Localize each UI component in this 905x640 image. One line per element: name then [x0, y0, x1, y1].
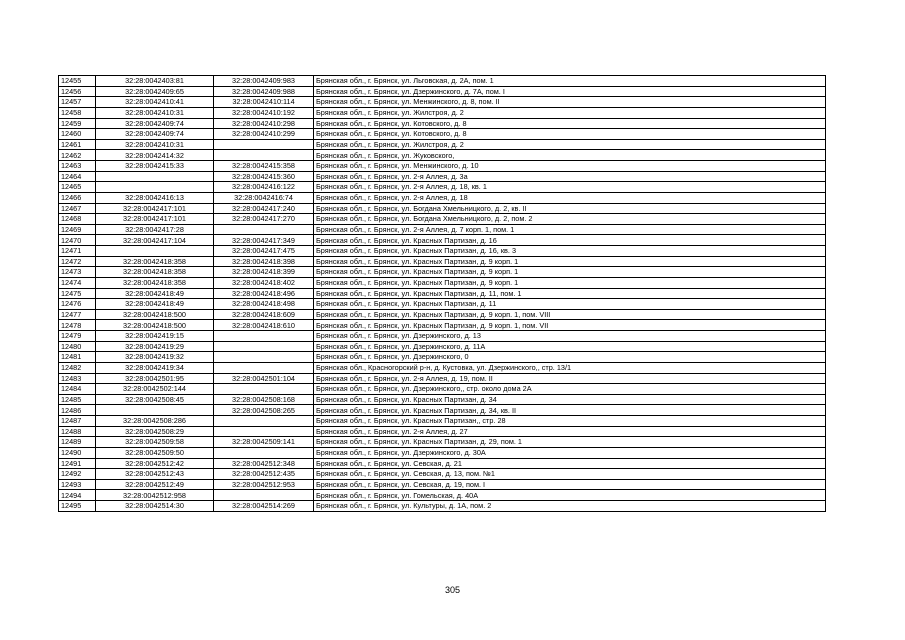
row-number-cell: 12484 [59, 384, 96, 395]
object-cadastral-number-cell [214, 331, 314, 342]
address-cell: Брянская обл., г. Брянск, ул. Жилстроя, д. 2 [314, 107, 826, 118]
object-cadastral-number-cell: 32:28:0042409:988 [214, 86, 314, 97]
address-cell: Брянская обл., г. Брянск, ул. Дзержинского, д. 30А [314, 447, 826, 458]
property-registry-table [58, 75, 826, 512]
parcel-cadastral-number-cell: 32:28:0042403:81 [96, 76, 214, 87]
parcel-cadastral-number-cell: 32:28:0042414:32 [96, 150, 214, 161]
object-cadastral-number-cell [214, 490, 314, 501]
table-row [59, 437, 826, 448]
row-number-cell: 12474 [59, 277, 96, 288]
parcel-cadastral-number-cell: 32:28:0042419:34 [96, 362, 214, 373]
object-cadastral-number-cell: 32:28:0042409:983 [214, 76, 314, 87]
address-cell: Брянская обл., г. Брянск, ул. Севская, д. 13, пом. №1 [314, 469, 826, 480]
address-cell: Брянская обл., г. Брянск, ул. 2-я Аллея, д. 18 [314, 192, 826, 203]
address-cell: Брянская обл., г. Брянск, ул. Богдана Хмельницкого, д. 2, кв. II [314, 203, 826, 214]
parcel-cadastral-number-cell [96, 171, 214, 182]
table-row [59, 384, 826, 395]
table-row [59, 362, 826, 373]
address-cell: Брянская обл., Красногорский р-н, д. Кустовка, ул. Дзержинского,, стр. 13/1 [314, 362, 826, 373]
row-number-cell: 12489 [59, 437, 96, 448]
object-cadastral-number-cell: 32:28:0042410:192 [214, 107, 314, 118]
row-number-cell: 12480 [59, 341, 96, 352]
row-number-cell: 12492 [59, 469, 96, 480]
address-cell: Брянская обл., г. Брянск, ул. Красных Партизан, д. 9 корп. 1, пом. VII [314, 320, 826, 331]
address-cell: Брянская обл., г. Брянск, ул. Красных Партизан, д. 11, пом. 1 [314, 288, 826, 299]
object-cadastral-number-cell [214, 416, 314, 427]
table-row [59, 320, 826, 331]
row-number-cell: 12468 [59, 214, 96, 225]
row-number-cell: 12472 [59, 256, 96, 267]
row-number-cell: 12456 [59, 86, 96, 97]
parcel-cadastral-number-cell: 32:28:0042418:49 [96, 299, 214, 310]
parcel-cadastral-number-cell: 32:28:0042417:104 [96, 235, 214, 246]
object-cadastral-number-cell: 32:28:0042410:114 [214, 97, 314, 108]
parcel-cadastral-number-cell: 32:28:0042509:50 [96, 447, 214, 458]
object-cadastral-number-cell: 32:28:0042501:104 [214, 373, 314, 384]
object-cadastral-number-cell: 32:28:0042415:360 [214, 171, 314, 182]
row-number-cell: 12457 [59, 97, 96, 108]
object-cadastral-number-cell: 32:28:0042418:398 [214, 256, 314, 267]
object-cadastral-number-cell: 32:28:0042417:475 [214, 246, 314, 257]
table-row [59, 405, 826, 416]
parcel-cadastral-number-cell: 32:28:0042514:30 [96, 501, 214, 512]
object-cadastral-number-cell [214, 426, 314, 437]
row-number-cell: 12476 [59, 299, 96, 310]
object-cadastral-number-cell: 32:28:0042416:122 [214, 182, 314, 193]
parcel-cadastral-number-cell: 32:28:0042410:31 [96, 139, 214, 150]
address-cell: Брянская обл., г. Брянск, ул. 2-я Аллея, д. 7 корп. 1, пом. 1 [314, 224, 826, 235]
parcel-cadastral-number-cell [96, 246, 214, 257]
parcel-cadastral-number-cell: 32:28:0042419:29 [96, 341, 214, 352]
object-cadastral-number-cell: 32:28:0042509:141 [214, 437, 314, 448]
address-cell: Брянская обл., г. Брянск, ул. Красных Партизан,, стр. 28 [314, 416, 826, 427]
parcel-cadastral-number-cell: 32:28:0042508:29 [96, 426, 214, 437]
object-cadastral-number-cell [214, 150, 314, 161]
object-cadastral-number-cell: 32:28:0042417:349 [214, 235, 314, 246]
parcel-cadastral-number-cell: 32:28:0042418:500 [96, 320, 214, 331]
parcel-cadastral-number-cell: 32:28:0042416:13 [96, 192, 214, 203]
row-number-cell: 12493 [59, 479, 96, 490]
table-row [59, 182, 826, 193]
table-row [59, 246, 826, 257]
table-row [59, 267, 826, 278]
address-cell: Брянская обл., г. Брянск, ул. Дзержинского, д. 11А [314, 341, 826, 352]
table-row [59, 224, 826, 235]
object-cadastral-number-cell [214, 224, 314, 235]
object-cadastral-number-cell: 32:28:0042508:168 [214, 394, 314, 405]
parcel-cadastral-number-cell: 32:28:0042509:58 [96, 437, 214, 448]
object-cadastral-number-cell: 32:28:0042418:402 [214, 277, 314, 288]
parcel-cadastral-number-cell: 32:28:0042418:500 [96, 309, 214, 320]
table-row [59, 501, 826, 512]
parcel-cadastral-number-cell: 32:28:0042418:358 [96, 267, 214, 278]
row-number-cell: 12462 [59, 150, 96, 161]
row-number-cell: 12478 [59, 320, 96, 331]
parcel-cadastral-number-cell [96, 182, 214, 193]
table-row [59, 118, 826, 129]
address-cell: Брянская обл., г. Брянск, ул. Богдана Хмельницкого, д. 2, пом. 2 [314, 214, 826, 225]
object-cadastral-number-cell: 32:28:0042418:610 [214, 320, 314, 331]
row-number-cell: 12470 [59, 235, 96, 246]
row-number-cell: 12469 [59, 224, 96, 235]
address-cell: Брянская обл., г. Брянск, ул. Культуры, д. 1А, пом. 2 [314, 501, 826, 512]
row-number-cell: 12467 [59, 203, 96, 214]
parcel-cadastral-number-cell: 32:28:0042409:74 [96, 129, 214, 140]
table-row [59, 129, 826, 140]
object-cadastral-number-cell: 32:28:0042410:298 [214, 118, 314, 129]
table-row [59, 458, 826, 469]
address-cell: Брянская обл., г. Брянск, ул. Жилстроя, д. 2 [314, 139, 826, 150]
parcel-cadastral-number-cell: 32:28:0042419:15 [96, 331, 214, 342]
object-cadastral-number-cell: 32:28:0042417:270 [214, 214, 314, 225]
object-cadastral-number-cell: 32:28:0042512:435 [214, 469, 314, 480]
table-row [59, 479, 826, 490]
table-row [59, 161, 826, 172]
address-cell: Брянская обл., г. Брянск, ул. Севская, д. 19, пом. I [314, 479, 826, 490]
table-row [59, 331, 826, 342]
parcel-cadastral-number-cell: 32:28:0042417:101 [96, 214, 214, 225]
parcel-cadastral-number-cell: 32:28:0042415:33 [96, 161, 214, 172]
table-row [59, 76, 826, 87]
address-cell: Брянская обл., г. Брянск, ул. Котовского, д. 8 [314, 118, 826, 129]
object-cadastral-number-cell [214, 352, 314, 363]
table-row [59, 426, 826, 437]
parcel-cadastral-number-cell: 32:28:0042409:74 [96, 118, 214, 129]
object-cadastral-number-cell: 32:28:0042512:953 [214, 479, 314, 490]
table-row [59, 352, 826, 363]
table-row [59, 490, 826, 501]
row-number-cell: 12490 [59, 447, 96, 458]
table-row [59, 171, 826, 182]
row-number-cell: 12485 [59, 394, 96, 405]
row-number-cell: 12488 [59, 426, 96, 437]
parcel-cadastral-number-cell: 32:28:0042418:358 [96, 256, 214, 267]
table-row [59, 86, 826, 97]
address-cell: Брянская обл., г. Брянск, ул. Севская, д. 21 [314, 458, 826, 469]
object-cadastral-number-cell: 32:28:0042418:609 [214, 309, 314, 320]
table-row [59, 150, 826, 161]
address-cell: Брянская обл., г. Брянск, ул. Красных Партизан, д. 9 корп. 1 [314, 256, 826, 267]
row-number-cell: 12479 [59, 331, 96, 342]
parcel-cadastral-number-cell: 32:28:0042512:43 [96, 469, 214, 480]
address-cell: Брянская обл., г. Брянск, ул. Котовского, д. 8 [314, 129, 826, 140]
object-cadastral-number-cell: 32:28:0042512:348 [214, 458, 314, 469]
address-cell: Брянская обл., г. Брянск, ул. Красных Партизан, д. 9 корп. 1 [314, 277, 826, 288]
object-cadastral-number-cell: 32:28:0042416:74 [214, 192, 314, 203]
row-number-cell: 12455 [59, 76, 96, 87]
row-number-cell: 12477 [59, 309, 96, 320]
object-cadastral-number-cell: 32:28:0042514:269 [214, 501, 314, 512]
address-cell: Брянская обл., г. Брянск, ул. Красных Партизан, д. 16 [314, 235, 826, 246]
address-cell: Брянская обл., г. Брянск, ул. Красных Партизан, д. 34 [314, 394, 826, 405]
table-row [59, 288, 826, 299]
parcel-cadastral-number-cell: 32:28:0042410:41 [96, 97, 214, 108]
address-cell: Брянская обл., г. Брянск, ул. 2-я Аллея, д. 3а [314, 171, 826, 182]
row-number-cell: 12471 [59, 246, 96, 257]
address-cell: Брянская обл., г. Брянск, ул. Красных Партизан, д. 9 корп. 1 [314, 267, 826, 278]
address-cell: Брянская обл., г. Брянск, ул. Дзержинского, д. 7А, пом. I [314, 86, 826, 97]
address-cell: Брянская обл., г. Брянск, ул. Красных Партизан, д. 34, кв. II [314, 405, 826, 416]
row-number-cell: 12481 [59, 352, 96, 363]
table-row [59, 373, 826, 384]
address-cell: Брянская обл., г. Брянск, ул. Дзержинского, д. 13 [314, 331, 826, 342]
row-number-cell: 12494 [59, 490, 96, 501]
table-row [59, 447, 826, 458]
parcel-cadastral-number-cell: 32:28:0042501:95 [96, 373, 214, 384]
row-number-cell: 12483 [59, 373, 96, 384]
parcel-cadastral-number-cell: 32:28:0042410:31 [96, 107, 214, 118]
object-cadastral-number-cell [214, 362, 314, 373]
page-number: 305 [444, 585, 461, 595]
address-cell: Брянская обл., г. Брянск, ул. Менжинского, д. 8, пом. II [314, 97, 826, 108]
row-number-cell: 12491 [59, 458, 96, 469]
parcel-cadastral-number-cell: 32:28:0042417:101 [96, 203, 214, 214]
object-cadastral-number-cell: 32:28:0042417:240 [214, 203, 314, 214]
table-row [59, 416, 826, 427]
parcel-cadastral-number-cell: 32:28:0042417:28 [96, 224, 214, 235]
parcel-cadastral-number-cell: 32:28:0042508:45 [96, 394, 214, 405]
row-number-cell: 12463 [59, 161, 96, 172]
table-row [59, 309, 826, 320]
object-cadastral-number-cell: 32:28:0042415:358 [214, 161, 314, 172]
address-cell: Брянская обл., г. Брянск, ул. Льговская, д. 2А, пом. 1 [314, 76, 826, 87]
row-number-cell: 12495 [59, 501, 96, 512]
address-cell: Брянская обл., г. Брянск, ул. Дзержинского,, стр. около дома 2А [314, 384, 826, 395]
row-number-cell: 12473 [59, 267, 96, 278]
row-number-cell: 12482 [59, 362, 96, 373]
row-number-cell: 12464 [59, 171, 96, 182]
object-cadastral-number-cell: 32:28:0042418:496 [214, 288, 314, 299]
table-row [59, 97, 826, 108]
object-cadastral-number-cell: 32:28:0042410:299 [214, 129, 314, 140]
address-cell: Брянская обл., г. Брянск, ул. Красных Партизан, д. 29, пом. 1 [314, 437, 826, 448]
object-cadastral-number-cell [214, 447, 314, 458]
table-row [59, 192, 826, 203]
parcel-cadastral-number-cell: 32:28:0042508:286 [96, 416, 214, 427]
address-cell: Брянская обл., г. Брянск, ул. Гомельская, д. 40А [314, 490, 826, 501]
address-cell: Брянская обл., г. Брянск, ул. 2-я Аллея, д. 19, пом. II [314, 373, 826, 384]
row-number-cell: 12466 [59, 192, 96, 203]
address-cell: Брянская обл., г. Брянск, ул. 2-я Аллея, д. 27 [314, 426, 826, 437]
table-row [59, 394, 826, 405]
address-cell: Брянская обл., г. Брянск, ул. Красных Партизан, д. 16, кв. 3 [314, 246, 826, 257]
row-number-cell: 12486 [59, 405, 96, 416]
parcel-cadastral-number-cell [96, 405, 214, 416]
table-row [59, 139, 826, 150]
row-number-cell: 12487 [59, 416, 96, 427]
parcel-cadastral-number-cell: 32:28:0042409:65 [96, 86, 214, 97]
object-cadastral-number-cell [214, 384, 314, 395]
object-cadastral-number-cell: 32:28:0042508:265 [214, 405, 314, 416]
object-cadastral-number-cell [214, 341, 314, 352]
object-cadastral-number-cell [214, 139, 314, 150]
table-row [59, 469, 826, 480]
row-number-cell: 12465 [59, 182, 96, 193]
table-row [59, 277, 826, 288]
address-cell: Брянская обл., г. Брянск, ул. Красных Партизан, д. 11 [314, 299, 826, 310]
row-number-cell: 12475 [59, 288, 96, 299]
row-number-cell: 12458 [59, 107, 96, 118]
address-cell: Брянская обл., г. Брянск, ул. 2-я Аллея, д. 18, кв. 1 [314, 182, 826, 193]
parcel-cadastral-number-cell: 32:28:0042502:144 [96, 384, 214, 395]
address-cell: Брянская обл., г. Брянск, ул. Менжинского, д. 10 [314, 161, 826, 172]
row-number-cell: 12461 [59, 139, 96, 150]
address-cell: Брянская обл., г. Брянск, ул. Жуковского, [314, 150, 826, 161]
object-cadastral-number-cell: 32:28:0042418:399 [214, 267, 314, 278]
row-number-cell: 12459 [59, 118, 96, 129]
parcel-cadastral-number-cell: 32:28:0042512:49 [96, 479, 214, 490]
table-row [59, 203, 826, 214]
parcel-cadastral-number-cell: 32:28:0042512:42 [96, 458, 214, 469]
table-row [59, 299, 826, 310]
table-row [59, 214, 826, 225]
table-row [59, 256, 826, 267]
table-row [59, 235, 826, 246]
parcel-cadastral-number-cell: 32:28:0042418:358 [96, 277, 214, 288]
parcel-cadastral-number-cell: 32:28:0042419:32 [96, 352, 214, 363]
registry-table-body [59, 76, 826, 512]
object-cadastral-number-cell: 32:28:0042418:498 [214, 299, 314, 310]
parcel-cadastral-number-cell: 32:28:0042418:49 [96, 288, 214, 299]
table-row [59, 107, 826, 118]
table-row [59, 341, 826, 352]
parcel-cadastral-number-cell: 32:28:0042512:958 [96, 490, 214, 501]
row-number-cell: 12460 [59, 129, 96, 140]
address-cell: Брянская обл., г. Брянск, ул. Красных Партизан, д. 9 корп. 1, пом. VIII [314, 309, 826, 320]
address-cell: Брянская обл., г. Брянск, ул. Дзержинского, 0 [314, 352, 826, 363]
